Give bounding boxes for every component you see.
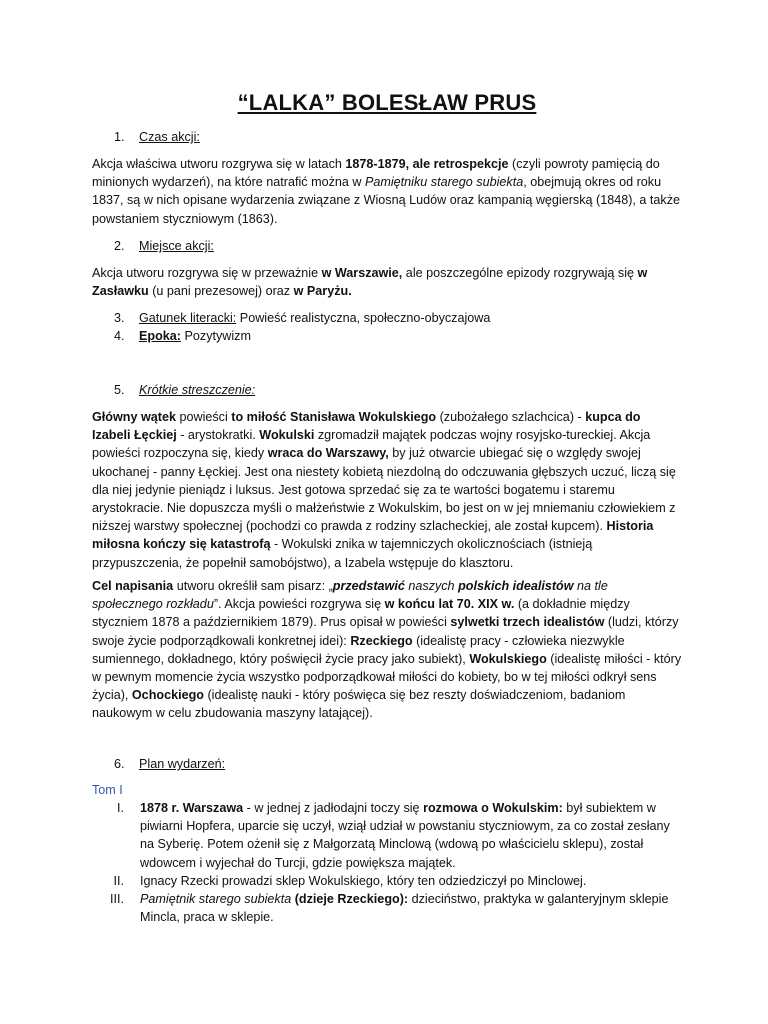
section-genre (114, 309, 490, 327)
section-number: 4. (114, 329, 125, 343)
section-heading-place (114, 237, 214, 255)
roman-number: I. (117, 801, 124, 815)
section-label: Epoka: (139, 329, 181, 343)
section-number: 3. (114, 311, 125, 325)
section-number: 1. (114, 130, 125, 144)
list-item-text: Pamiętnik starego subiekta (dzieje Rzeckiego): dzieciństwo, praktyka w galanteryjnym sklepie Mincla, praca w sklepie. (140, 892, 669, 925)
paragraph-purpose: Cel napisania utworu określił sam pisarz: „przedstawić naszych polskich idealistów na tle społecznego rozkładu”. Akcja powieści rozgrywa się w końcu lat 70. XIX w. (a dokładnie między styczniem 1878 a październikiem 1879). Prus opisał w powieści sylwetki trzech idealistów (ludzi, którzy swoje życie podporządkowali konkretnej idei): Rzeckiego (idealistę pracy - człowieka niezwykle sumiennego, dokładnego, który poświęcił życie pracy jako subiekt), Wokulskiego (idealistę miłości - który w pewnym momencie życia wszystko podporządkował miłości do kobiety, bo w tej miłości odkrył sens życia), Ochockiego (idealistę nauki - który poświęca się bez reszty doświadczeniom, badaniom naukowym w celu zbudowania maszyny latającej). (92, 579, 682, 721)
section-label: Krótkie streszczenie: (139, 383, 256, 397)
section-label: Gatunek literacki: (139, 311, 237, 325)
volume-heading: Tom I (92, 783, 123, 797)
section-epoch (114, 327, 251, 345)
section-label: Miejsce akcji: (139, 239, 214, 253)
section-number: 2. (114, 239, 125, 253)
roman-number: III. (110, 892, 124, 906)
list-item-text: Ignacy Rzecki prowadzi sklep Wokulskiego, który ten odziedziczył po Minclowej. (140, 874, 587, 888)
section-value: Pozytywizm (181, 329, 251, 343)
paragraph-place: Akcja utworu rozgrywa się w przeważnie w Warszawie, ale poszczególne epizody rozgrywają się w Zasławku (u pani prezesowej) oraz w Paryżu. (92, 266, 648, 299)
section-heading-summary (114, 381, 255, 399)
section-heading-plan (114, 755, 225, 773)
document-title: “LALKA” BOLESŁAW PRUS (237, 90, 537, 115)
section-label: Czas akcji: (139, 130, 200, 144)
paragraph-summary: Główny wątek powieści to miłość Stanisława Wokulskiego (zubożałego szlachcica) - kupca do Izabeli Łęckiej - arystokratki. Wokulski zgromadził majątek podczas wojny rosyjsko-tureckiej. Akcja powieści rozpoczyna się, kiedy wraca do Warszawy, by już otwarcie ubiegać się o względy swojej ukochanej - panny Łęckiej. Jest ona niestety kobietą niezdolną do odczuwania głębszych uczuć, liczą się dla niej jedynie pieniądz i luksus. Jest gotowa sprzedać się za te wartości bogatemu i staremu arystokracie. Nie dopuszcza myśli o małżeństwie z Wokulskim, bo jest on w jej mniemaniu człowiekiem z niższej warstwy społecznej (pochodzi co prawda z rodziny szlacheckiej, ale został kupcem). Historia miłosna kończy się katastrofą - Wokulski znika w tajemniczych okolicznościach (istnieją przypuszczenia, że popełnił samobójstwo), a Izabela wstępuje do klasztoru. (92, 410, 676, 570)
paragraph-time: Akcja właściwa utworu rozgrywa się w latach 1878-1879, ale retrospekcje (czyli powroty pamięcią do minionych wydarzeń), na które natrafić można w Pamiętniku starego subiekta, obejmują okres od roku 1837, są w nich opisane wydarzenia związane z Wiosną Ludów oraz kampanią węgierską (1848), a także powstaniem styczniowym (1863). (92, 157, 681, 226)
section-number: 6. (114, 757, 125, 771)
list-item-text: 1878 r. Warszawa - w jednej z jadłodajni toczy się rozmowa o Wokulskim: był subiektem w piwiarni Hopfera, uparcie się uczył, wziął udział w powstaniu styczniowym, za co został zesłany na Syberię. Potem ożenił się z Małgorzatą Minclową (wdową po właścicielu sklepu), został wdowcem i wyjechał do Turcji, gdzie powiększa majątek. (140, 801, 670, 870)
section-heading-time (114, 128, 200, 146)
section-label: Plan wydarzeń: (139, 757, 226, 771)
section-value: Powieść realistyczna, społeczno-obyczajowa (236, 311, 491, 325)
roman-number: II. (113, 874, 124, 888)
section-number: 5. (114, 383, 125, 397)
